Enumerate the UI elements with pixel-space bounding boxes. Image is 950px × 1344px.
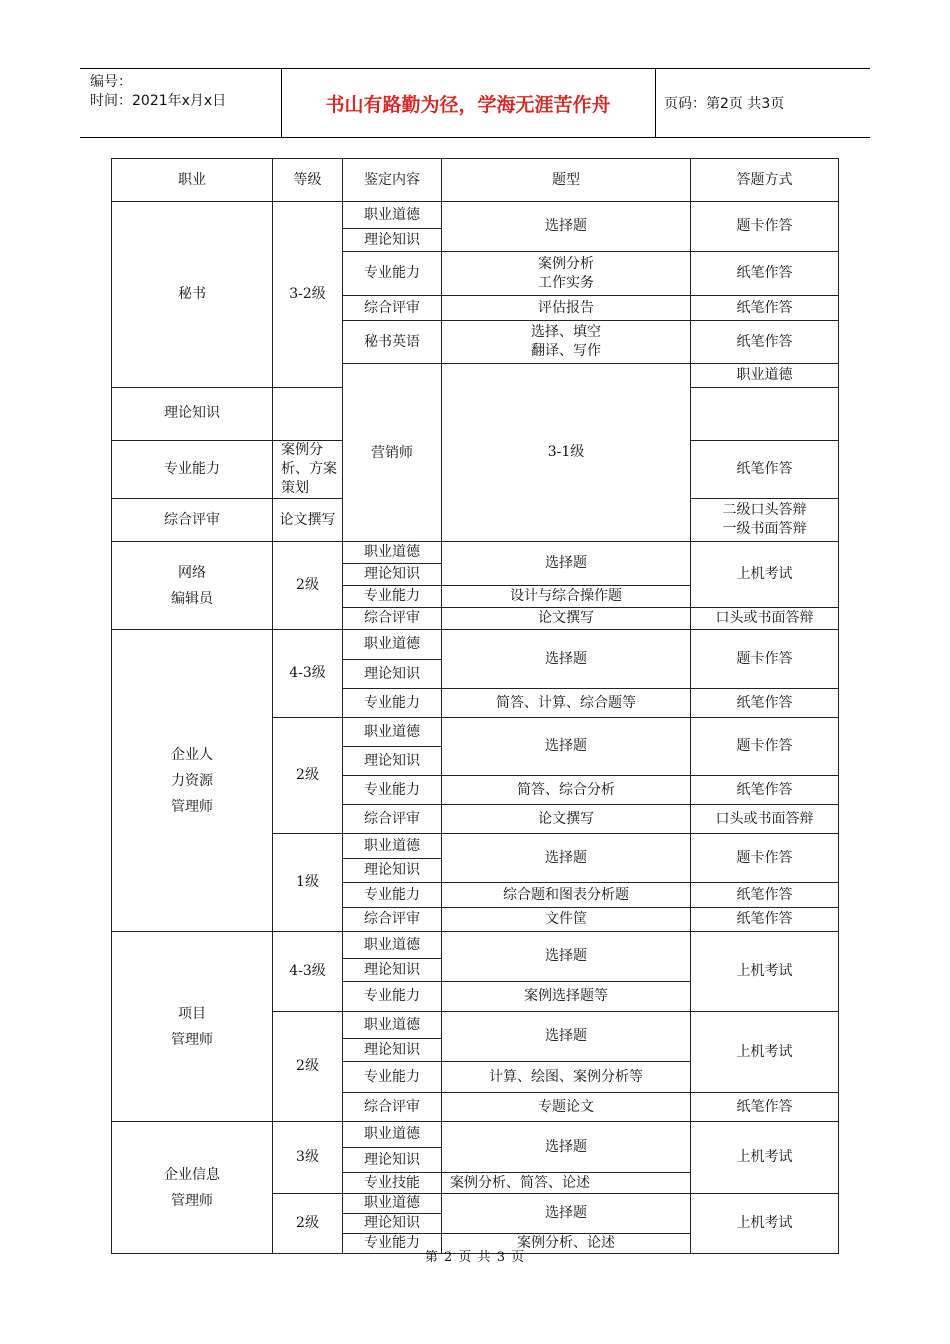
column-header: 题型 [442, 159, 691, 202]
type-cell: 案例分析、简答、论述 [442, 1173, 691, 1194]
content-cell: 职业道德 [691, 364, 839, 388]
method-cell: 题卡作答 [691, 834, 839, 883]
content-cell: 理论知识 [343, 564, 442, 586]
level-cell: 3-1级 [442, 364, 691, 542]
job-cell: 营销师 [343, 364, 442, 542]
content-cell: 职业道德 [343, 202, 442, 229]
type-cell: 案例分析、方案策划 [273, 441, 343, 499]
job-cell: 企业人 力资源 管理师 [112, 630, 273, 932]
column-header: 鉴定内容 [343, 159, 442, 202]
content-cell: 职业道德 [343, 834, 442, 859]
method-cell: 纸笔作答 [691, 1093, 839, 1122]
header-page-label: 页码：第2页 共3页 [664, 96, 785, 112]
type-cell: 选择题 [442, 630, 691, 689]
table-row [112, 542, 839, 564]
method-cell: 纸笔作答 [691, 883, 839, 908]
job-cell: 项目 管理师 [112, 932, 273, 1122]
content-cell: 专业能力 [343, 776, 442, 805]
method-cell: 纸笔作答 [691, 441, 839, 499]
method-cell: 二级口头答辩 一级书面答辩 [691, 499, 839, 542]
type-cell: 选择题 [442, 1122, 691, 1173]
type-cell: 案例分析、论述 [442, 1234, 691, 1254]
type-cell: 设计与综合操作题 [442, 586, 691, 608]
level-cell: 4-3级 [273, 932, 343, 1012]
content-cell: 理论知识 [343, 959, 442, 982]
content-cell: 职业道德 [343, 718, 442, 747]
type-cell: 选择题 [442, 1012, 691, 1062]
content-cell: 职业道德 [343, 542, 442, 564]
content-cell: 专业能力 [343, 1234, 442, 1254]
job-cell: 企业信息 管理师 [112, 1122, 273, 1254]
content-cell: 专业技能 [343, 1173, 442, 1194]
method-cell: 上机考试 [691, 932, 839, 1012]
document-header [80, 68, 870, 138]
content-cell: 综合评审 [343, 1093, 442, 1122]
type-cell: 选择、填空 翻译、写作 [442, 321, 691, 364]
content-cell: 综合评审 [343, 908, 442, 932]
method-cell: 纸笔作答 [691, 776, 839, 805]
content-cell: 理论知识 [343, 1148, 442, 1173]
type-cell: 专题论文 [442, 1093, 691, 1122]
method-cell: 纸笔作答 [691, 908, 839, 932]
content-cell: 秘书英语 [343, 321, 442, 364]
method-cell: 题卡作答 [691, 630, 839, 689]
header-divider [655, 69, 656, 137]
content-cell: 职业道德 [343, 1122, 442, 1148]
type-cell: 论文撰写 [273, 499, 343, 542]
level-cell: 3-2级 [273, 202, 343, 388]
content-cell: 专业能力 [343, 252, 442, 296]
header-motto: 书山有路勤为径，学海无涯苦作舟 [325, 93, 611, 116]
type-cell: 论文撰写 [442, 805, 691, 834]
content-cell: 理论知识 [343, 660, 442, 689]
method-cell: 口头或书面答辩 [691, 608, 839, 630]
content-cell: 理论知识 [343, 1214, 442, 1234]
job-cell: 网络 编辑员 [112, 542, 273, 630]
method-cell: 上机考试 [691, 1194, 839, 1254]
level-cell: 4-3级 [273, 630, 343, 718]
method-cell: 题卡作答 [691, 202, 839, 252]
content-cell: 专业能力 [343, 982, 442, 1012]
content-cell: 理论知识 [343, 747, 442, 776]
content-cell: 综合评审 [343, 805, 442, 834]
column-header: 职业 [112, 159, 273, 202]
method-cell: 纸笔作答 [691, 296, 839, 321]
content-cell: 专业能力 [112, 441, 273, 499]
type-cell: 选择题 [442, 542, 691, 586]
content-cell: 职业道德 [343, 1012, 442, 1039]
type-cell: 案例选择题等 [442, 982, 691, 1012]
table-row [112, 630, 839, 660]
table-header-row [112, 159, 839, 202]
content-cell: 职业道德 [343, 932, 442, 959]
content-cell: 职业道德 [343, 630, 442, 660]
time-label: 时间：2021年x月x日 [90, 93, 227, 109]
content-cell: 专业能力 [343, 883, 442, 908]
type-cell: 选择题 [442, 932, 691, 982]
method-cell: 纸笔作答 [691, 321, 839, 364]
level-cell: 2级 [273, 1012, 343, 1122]
type-cell: 选择题 [442, 718, 691, 776]
content-cell: 职业道德 [343, 1194, 442, 1214]
level-cell: 3级 [273, 1122, 343, 1194]
level-cell: 2级 [273, 1194, 343, 1254]
type-cell: 简答、综合分析 [442, 776, 691, 805]
content-cell: 综合评审 [112, 499, 273, 542]
header-meta [90, 73, 226, 111]
table-row [112, 1122, 839, 1148]
type-cell: 综合题和图表分析题 [442, 883, 691, 908]
method-cell: 上机考试 [691, 542, 839, 608]
level-cell: 2级 [273, 542, 343, 630]
exam-table [111, 158, 839, 1254]
method-cell: 上机考试 [691, 1122, 839, 1194]
content-cell: 理论知识 [343, 859, 442, 883]
table-row [112, 202, 839, 229]
level-cell: 2级 [273, 718, 343, 834]
content-cell: 综合评审 [343, 296, 442, 321]
type-cell: 论文撰写 [442, 608, 691, 630]
content-cell: 专业能力 [343, 689, 442, 718]
table-row [112, 932, 839, 959]
type-cell: 选择题 [442, 1194, 691, 1234]
content-cell: 专业能力 [343, 586, 442, 608]
method-cell: 题卡作答 [691, 718, 839, 776]
method-cell: 上机考试 [691, 1012, 839, 1093]
content-cell: 综合评审 [343, 608, 442, 630]
type-cell: 文件筐 [442, 908, 691, 932]
content-cell: 理论知识 [112, 387, 273, 440]
method-cell: 纸笔作答 [691, 689, 839, 718]
type-cell: 案例分析 工作实务 [442, 252, 691, 296]
content-cell: 理论知识 [343, 229, 442, 252]
column-header: 答题方式 [691, 159, 839, 202]
type-cell: 选择题 [442, 202, 691, 252]
method-cell: 口头或书面答辩 [691, 805, 839, 834]
job-cell: 秘书 [112, 202, 273, 388]
column-header: 等级 [273, 159, 343, 202]
type-cell: 评估报告 [442, 296, 691, 321]
level-cell: 1级 [273, 834, 343, 932]
content-cell: 专业能力 [343, 1062, 442, 1093]
content-cell: 理论知识 [343, 1039, 442, 1062]
type-cell: 计算、绘图、案例分析等 [442, 1062, 691, 1093]
method-cell: 纸笔作答 [691, 252, 839, 296]
type-cell: 简答、计算、综合题等 [442, 689, 691, 718]
type-cell: 选择题 [442, 834, 691, 883]
page-footer: 第 2 页 共 3 页 [424, 1250, 526, 1265]
serial-label: 编号： [90, 74, 132, 90]
